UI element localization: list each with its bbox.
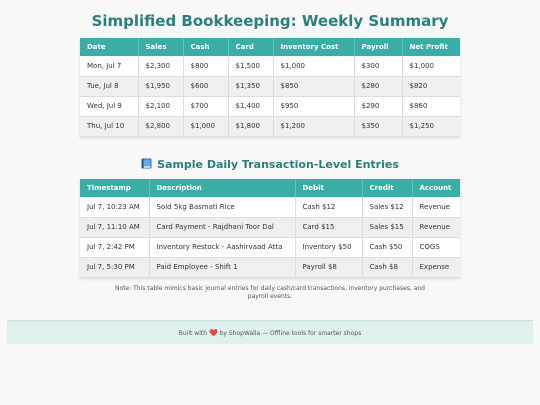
table-row: [80, 237, 460, 257]
column-header: Account: [412, 179, 460, 197]
table-cell: $1,250: [402, 116, 460, 136]
table-cell: Card Payment - Rajdhani Toor Dal: [149, 217, 295, 237]
table-header-row: [80, 179, 460, 197]
table-row: [80, 197, 460, 217]
table-header-row: [80, 38, 460, 56]
table-cell: Mon, Jul 7: [80, 56, 138, 76]
footer: [7, 320, 533, 344]
table-cell: Sold 5kg Basmati Rice: [149, 197, 295, 217]
table-cell: Jul 7, 5:30 PM: [80, 257, 149, 277]
table-cell: Thu, Jul 10: [80, 116, 138, 136]
table-cell: $1,400: [228, 96, 273, 116]
book-icon: [141, 158, 152, 169]
weekly-summary-table: [80, 38, 460, 137]
table-cell: $1,950: [138, 76, 183, 96]
table-cell: Jul 7, 2:42 PM: [80, 237, 149, 257]
page-title: Simplified Bookkeeping: Weekly Summary: [91, 12, 449, 30]
table-cell: Tue, Jul 8: [80, 76, 138, 96]
table-cell: $300: [354, 56, 402, 76]
column-header: Date: [80, 38, 138, 56]
table-cell: $280: [354, 76, 402, 96]
table-cell: $800: [183, 56, 228, 76]
table-cell: Inventory $50: [295, 237, 362, 257]
table-row: [80, 76, 460, 96]
table-note: Note: This table mimics basic journal entries for daily cash/card transactions, inventory purchases, and payroll events.: [115, 285, 425, 301]
table-cell: Jul 7, 10:23 AM: [80, 197, 149, 217]
column-header: Timestamp: [80, 179, 149, 197]
table-row: [80, 257, 460, 277]
table-cell: Inventory Restock - Aashirvaad Atta: [149, 237, 295, 257]
section-heading: [0, 158, 540, 171]
table-cell: Cash $8: [362, 257, 412, 277]
column-header: Inventory Cost: [273, 38, 354, 56]
table-cell: Payroll $8: [295, 257, 362, 277]
table-row: [80, 96, 460, 116]
table-cell: Wed, Jul 9: [80, 96, 138, 116]
column-header: Cash: [183, 38, 228, 56]
table-cell: $1,800: [228, 116, 273, 136]
table-cell: Sales $15: [362, 217, 412, 237]
table-cell: $2,800: [138, 116, 183, 136]
table-cell: $1,200: [273, 116, 354, 136]
table-cell: $1,500: [228, 56, 273, 76]
table-cell: $1,350: [228, 76, 273, 96]
table-cell: Card $15: [295, 217, 362, 237]
column-header: Card: [228, 38, 273, 56]
table-cell: $1,000: [273, 56, 354, 76]
table-cell: $1,000: [402, 56, 460, 76]
table-cell: $850: [273, 76, 354, 96]
table-cell: Cash $50: [362, 237, 412, 257]
table-cell: Cash $12: [295, 197, 362, 217]
heart-icon: ❤️: [208, 329, 218, 337]
table-cell: COGS: [412, 237, 460, 257]
table-row: [80, 217, 460, 237]
table-cell: $2,300: [138, 56, 183, 76]
column-header: Credit: [362, 179, 412, 197]
table-cell: Sales $12: [362, 197, 412, 217]
table-cell: $290: [354, 96, 402, 116]
transactions-table: [80, 179, 460, 278]
column-header: Payroll: [354, 38, 402, 56]
column-header: Net Profit: [402, 38, 460, 56]
table-cell: $950: [273, 96, 354, 116]
table-cell: Expense: [412, 257, 460, 277]
column-header: Debit: [295, 179, 362, 197]
table-cell: $1,000: [183, 116, 228, 136]
table-cell: Jul 7, 11:10 AM: [80, 217, 149, 237]
table-cell: $700: [183, 96, 228, 116]
table-cell: $600: [183, 76, 228, 96]
table-cell: Revenue: [412, 197, 460, 217]
table-cell: $820: [402, 76, 460, 96]
footer-prefix: Built with: [178, 330, 208, 337]
column-header: Description: [149, 179, 295, 197]
table-cell: $2,100: [138, 96, 183, 116]
section-heading-text: Sample Daily Transaction-Level Entries: [157, 158, 399, 171]
table-cell: Paid Employee - Shift 1: [149, 257, 295, 277]
footer-suffix: by ShopWalla — Offline tools for smarter shops: [219, 330, 362, 337]
table-cell: $350: [354, 116, 402, 136]
column-header: Sales: [138, 38, 183, 56]
table-cell: Revenue: [412, 217, 460, 237]
table-row: [80, 56, 460, 76]
table-row: [80, 116, 460, 136]
table-cell: $860: [402, 96, 460, 116]
